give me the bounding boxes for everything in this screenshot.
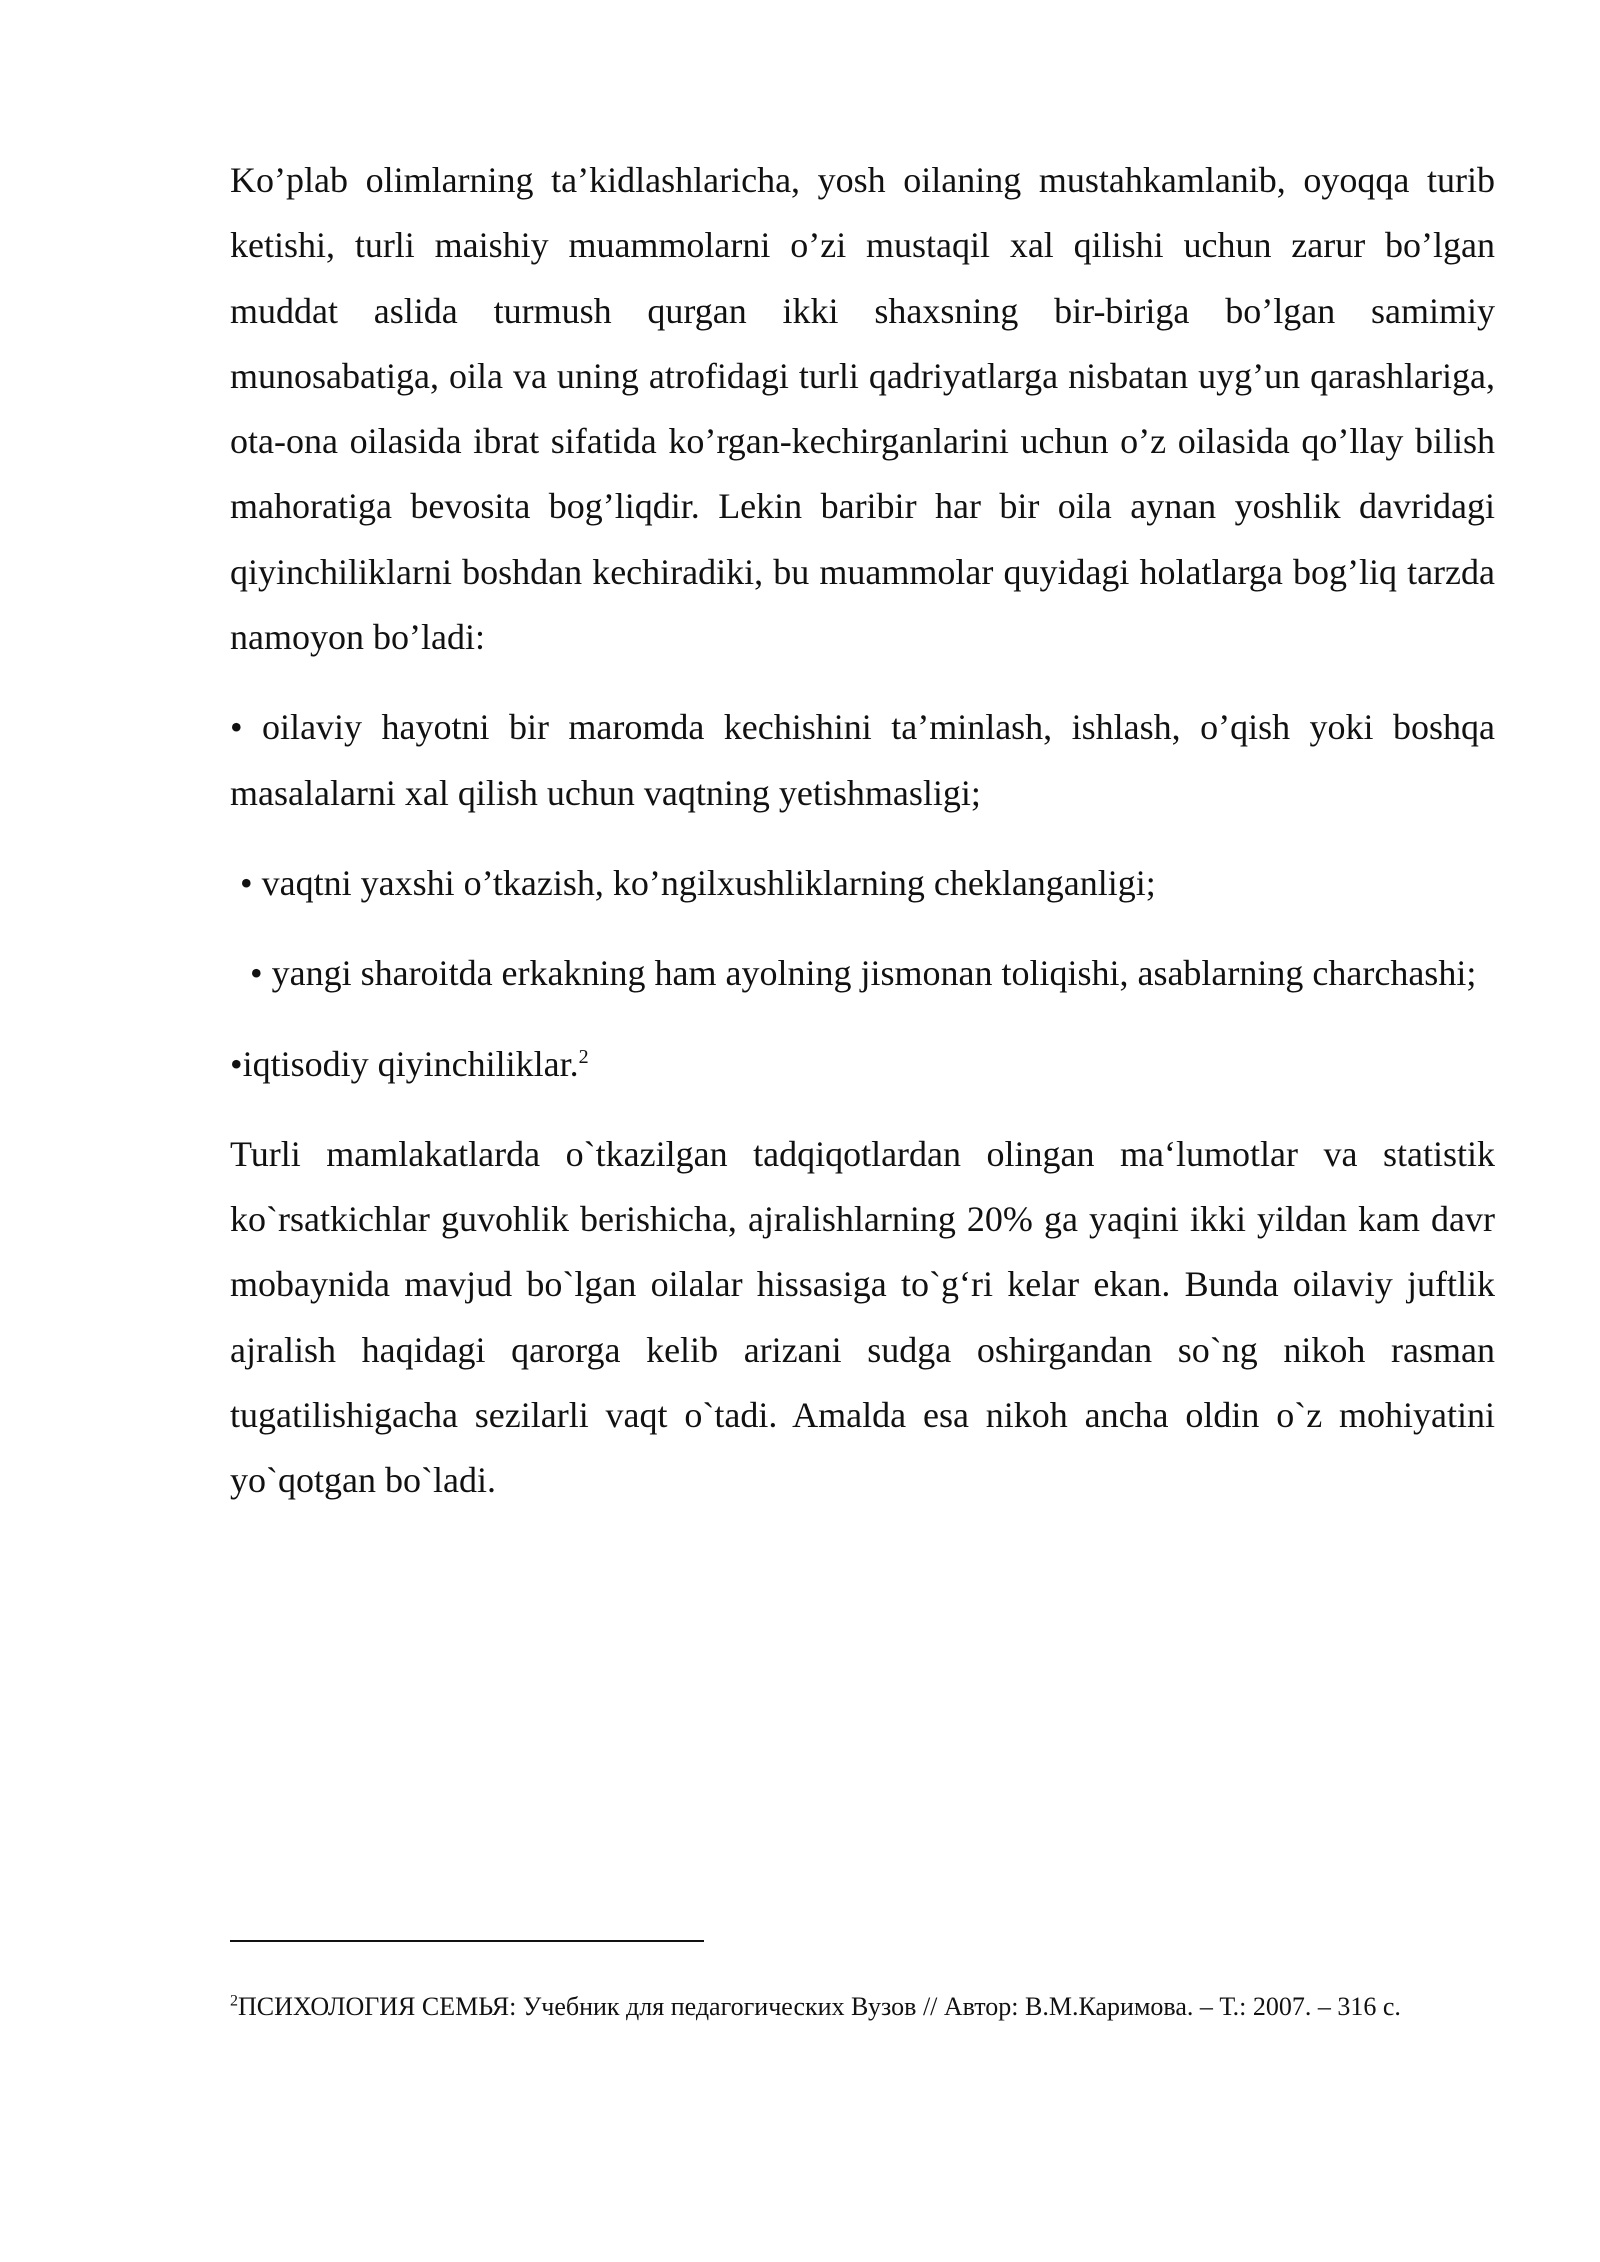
bullet-item-economic-text: •iqtisodiy qiyinchiliklar. [230,1043,579,1084]
footnote-separator [230,1940,704,1942]
bullet-item-economic [230,1032,1495,1097]
bullet-item-fatigue: • yangi sharoitda erkakning ham ayolning jismonan toliqishi, asablarning charchashi; [250,953,1477,994]
footnote-marker: 2 [230,1992,238,2010]
bullet-item-leisure: • vaqtni yaxshi o’tkazish, ko’ngilxushliklarning cheklanganligi; [240,862,1156,903]
footnote-text: ПСИХОЛОГИЯ СЕМЬЯ: Учебник для педагогических Вузов // Автор: В.М.Каримова. – Т.: 2007. – 316 с. [238,1992,1401,2021]
bullet-item-time: • oilaviy hayotni bir maromda kechishini ta’minlash, ishlash, o’qish yoki boshqa masalalarni xal qilish uchun vaqtning yetishmasligi; [230,707,1495,813]
paragraph-intro: Ko’plab olimlarning ta’kidlashlaricha, yosh oilaning mustahkamlanib, oyoqqa turib ketishi, turli maishiy muammolarni o’zi mustaqil xal qilishi uchun zarur bo’lgan muddat aslida turmush qurgan ikki shaxsning bir-biriga bo’lgan samimiy munosabatiga, oila va uning atrofidagi turli qadriyatlarga nisbatan uyg’un qarashlariga, ota-ona oilasida ibrat sifatida ko’rgan-kechirganlarini uchun o’z oilasida qo’llay bilish mahoratiga bevosita bog’liqdir. Lekin baribir har bir oila aynan yoshlik davridagi qiyinchiliklarni boshdan kechiradiki, bu muammolar quyidagi holatlarga bog’liq tarzda namoyon bo’ladi: [230,160,1495,658]
paragraph-statistics: Turli mamlakatlarda o`tkazilgan tadqiqotlardan olingan ma‘lumotlar va statistik ko`rsatkichlar guvohlik berishicha, ajralishlarning 20% ga yaqini ikki yildan kam davr mobaynida mavjud bo`lgan oilalar hissasiga to`g‘ri kelar ekan. Bunda oilaviy juftlik ajralish haqidagi qarorga kelib arizani sudga oshirgandan so`ng nikoh rasman tugatilishigacha sezilarli vaqt o`tadi. Amalda esa nikoh ancha oldin o`z mohiyatini yo`qotgan bo`ladi. [230,1133,1495,1501]
footnote [230,1990,1510,2024]
footnote-reference[interactable]: 2 [578,1045,589,1068]
body-text [230,148,1495,1514]
